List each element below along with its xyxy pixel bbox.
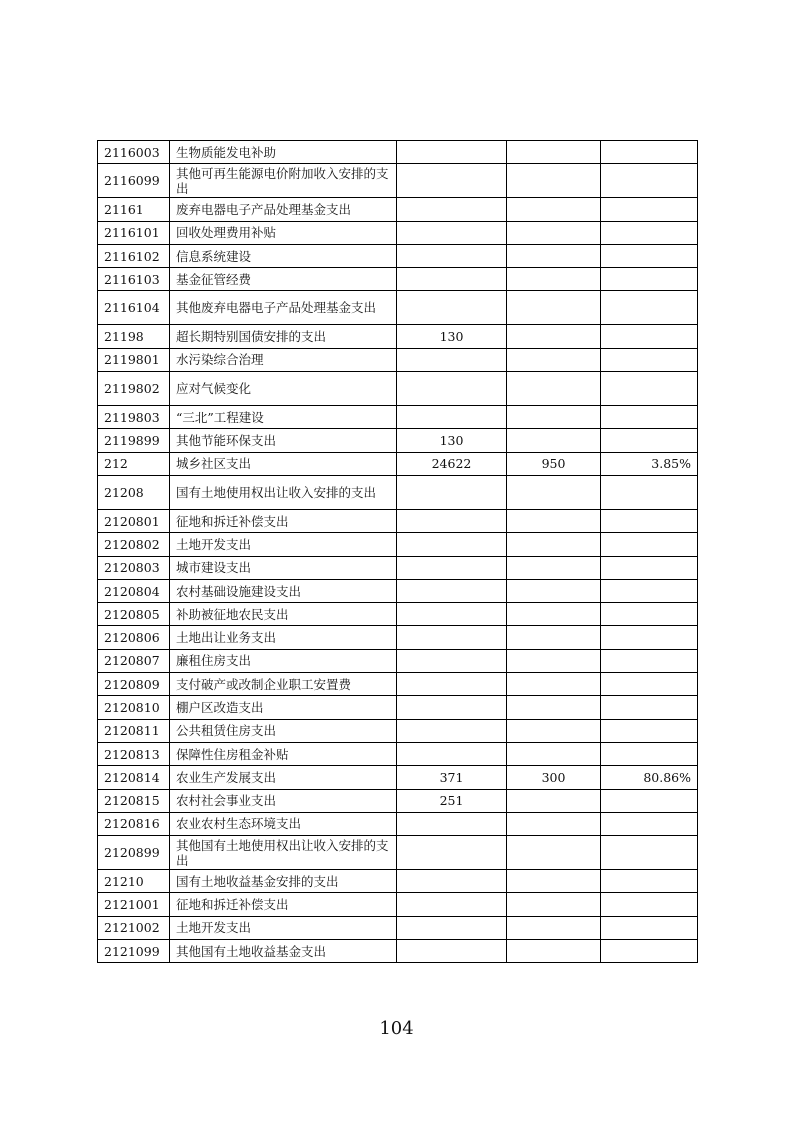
value-a-cell	[397, 649, 507, 672]
table-row	[98, 579, 698, 602]
code-cell: 21198	[98, 325, 170, 348]
table-row	[98, 649, 698, 672]
table-row	[98, 291, 698, 325]
code-cell: 2121001	[98, 893, 170, 916]
name-cell: 征地和拆迁补偿支出	[170, 893, 397, 916]
name-cell: 公共租赁住房支出	[170, 719, 397, 742]
budget-table-body	[98, 141, 698, 963]
value-c-cell	[601, 719, 698, 742]
code-cell: 2116003	[98, 141, 170, 164]
value-b-cell	[507, 429, 601, 452]
table-row	[98, 198, 698, 221]
value-a-cell	[397, 268, 507, 291]
value-a-cell	[397, 673, 507, 696]
value-c-cell	[601, 893, 698, 916]
value-b-cell	[507, 870, 601, 893]
name-cell: 保障性住房租金补贴	[170, 742, 397, 765]
name-cell: 其他节能环保支出	[170, 429, 397, 452]
name-cell: 棚户区改造支出	[170, 696, 397, 719]
table-row	[98, 348, 698, 371]
value-a-cell	[397, 406, 507, 429]
value-a-cell: 251	[397, 789, 507, 812]
value-b-cell	[507, 626, 601, 649]
value-b-cell	[507, 940, 601, 963]
table-row	[98, 812, 698, 835]
value-b-cell	[507, 406, 601, 429]
name-cell: 应对气候变化	[170, 372, 397, 406]
table-row	[98, 533, 698, 556]
name-cell: 其他可再生能源电价附加收入安排的支出	[170, 164, 397, 198]
name-cell: 水污染综合治理	[170, 348, 397, 371]
value-a-cell	[397, 198, 507, 221]
code-cell: 212	[98, 452, 170, 475]
name-cell: 支付破产或改制企业职工安置费	[170, 673, 397, 696]
table-row	[98, 509, 698, 532]
value-b-cell	[507, 141, 601, 164]
name-cell: 生物质能发电补助	[170, 141, 397, 164]
value-a-cell	[397, 893, 507, 916]
value-a-cell	[397, 372, 507, 406]
value-c-cell	[601, 870, 698, 893]
value-a-cell	[397, 696, 507, 719]
value-a-cell	[397, 603, 507, 626]
name-cell: 农业农村生态环境支出	[170, 812, 397, 835]
value-c-cell	[601, 141, 698, 164]
name-cell: 国有土地使用权出让收入安排的支出	[170, 475, 397, 509]
value-b-cell: 950	[507, 452, 601, 475]
table-row	[98, 870, 698, 893]
value-a-cell	[397, 475, 507, 509]
value-c-cell	[601, 940, 698, 963]
name-cell: 农业生产发展支出	[170, 766, 397, 789]
name-cell: 超长期特别国债安排的支出	[170, 325, 397, 348]
value-a-cell	[397, 579, 507, 602]
code-cell: 2120803	[98, 556, 170, 579]
value-c-cell	[601, 812, 698, 835]
name-cell: 农村基础设施建设支出	[170, 579, 397, 602]
value-c-cell	[601, 475, 698, 509]
table-row	[98, 719, 698, 742]
name-cell: 其他国有土地收益基金支出	[170, 940, 397, 963]
code-cell: 2121099	[98, 940, 170, 963]
code-cell: 2120806	[98, 626, 170, 649]
code-cell: 2116099	[98, 164, 170, 198]
value-c-cell	[601, 509, 698, 532]
value-b-cell	[507, 836, 601, 870]
table-row	[98, 742, 698, 765]
value-c-cell	[601, 325, 698, 348]
code-cell: 2116103	[98, 268, 170, 291]
code-cell: 2120815	[98, 789, 170, 812]
value-b-cell	[507, 556, 601, 579]
value-a-cell	[397, 719, 507, 742]
code-cell: 2120810	[98, 696, 170, 719]
name-cell: “三北”工程建设	[170, 406, 397, 429]
table-row	[98, 626, 698, 649]
value-b-cell	[507, 291, 601, 325]
value-b-cell	[507, 893, 601, 916]
table-row	[98, 244, 698, 267]
budget-table	[97, 140, 698, 963]
code-cell: 2116104	[98, 291, 170, 325]
code-cell: 2119801	[98, 348, 170, 371]
value-c-cell: 3.85%	[601, 452, 698, 475]
code-cell: 2120804	[98, 579, 170, 602]
table-row	[98, 766, 698, 789]
value-c-cell	[601, 603, 698, 626]
name-cell: 城乡社区支出	[170, 452, 397, 475]
value-c-cell: 80.86%	[601, 766, 698, 789]
code-cell: 2120805	[98, 603, 170, 626]
name-cell: 土地出让业务支出	[170, 626, 397, 649]
code-cell: 2120811	[98, 719, 170, 742]
value-a-cell	[397, 556, 507, 579]
name-cell: 土地开发支出	[170, 916, 397, 939]
value-c-cell	[601, 372, 698, 406]
value-c-cell	[601, 579, 698, 602]
code-cell: 2120801	[98, 509, 170, 532]
table-row	[98, 221, 698, 244]
value-b-cell	[507, 649, 601, 672]
code-cell: 2120816	[98, 812, 170, 835]
value-b-cell	[507, 696, 601, 719]
value-c-cell	[601, 221, 698, 244]
value-c-cell	[601, 742, 698, 765]
value-b-cell	[507, 244, 601, 267]
value-c-cell	[601, 916, 698, 939]
table-row	[98, 164, 698, 198]
code-cell: 2119803	[98, 406, 170, 429]
name-cell: 补助被征地农民支出	[170, 603, 397, 626]
value-c-cell	[601, 406, 698, 429]
value-a-cell	[397, 291, 507, 325]
code-cell: 2116101	[98, 221, 170, 244]
table-row	[98, 603, 698, 626]
value-b-cell	[507, 475, 601, 509]
value-b-cell	[507, 673, 601, 696]
code-cell: 2120814	[98, 766, 170, 789]
value-a-cell	[397, 940, 507, 963]
table-row	[98, 141, 698, 164]
value-a-cell	[397, 742, 507, 765]
name-cell: 废弃电器电子产品处理基金支出	[170, 198, 397, 221]
value-c-cell	[601, 198, 698, 221]
value-b-cell	[507, 579, 601, 602]
name-cell: 回收处理费用补贴	[170, 221, 397, 244]
name-cell: 土地开发支出	[170, 533, 397, 556]
name-cell: 农村社会事业支出	[170, 789, 397, 812]
value-a-cell	[397, 164, 507, 198]
page-number: 104	[379, 1018, 414, 1039]
value-c-cell	[601, 268, 698, 291]
value-a-cell: 371	[397, 766, 507, 789]
value-a-cell	[397, 626, 507, 649]
value-c-cell	[601, 649, 698, 672]
code-cell: 21161	[98, 198, 170, 221]
value-b-cell	[507, 719, 601, 742]
code-cell: 2119802	[98, 372, 170, 406]
value-b-cell	[507, 603, 601, 626]
code-cell: 2120807	[98, 649, 170, 672]
value-a-cell	[397, 533, 507, 556]
value-c-cell	[601, 673, 698, 696]
value-c-cell	[601, 348, 698, 371]
table-row	[98, 673, 698, 696]
value-c-cell	[601, 626, 698, 649]
code-cell: 21208	[98, 475, 170, 509]
name-cell: 信息系统建设	[170, 244, 397, 267]
value-c-cell	[601, 556, 698, 579]
name-cell: 基金征管经费	[170, 268, 397, 291]
value-b-cell	[507, 198, 601, 221]
table-row	[98, 429, 698, 452]
value-c-cell	[601, 533, 698, 556]
value-b-cell	[507, 372, 601, 406]
value-b-cell	[507, 509, 601, 532]
value-a-cell	[397, 141, 507, 164]
code-cell: 2120802	[98, 533, 170, 556]
value-b-cell	[507, 742, 601, 765]
value-a-cell	[397, 348, 507, 371]
value-b-cell	[507, 325, 601, 348]
code-cell: 2121002	[98, 916, 170, 939]
table-row	[98, 836, 698, 870]
value-b-cell	[507, 789, 601, 812]
value-c-cell	[601, 789, 698, 812]
value-a-cell	[397, 870, 507, 893]
code-cell: 2120813	[98, 742, 170, 765]
table-row	[98, 452, 698, 475]
code-cell: 21210	[98, 870, 170, 893]
value-b-cell	[507, 268, 601, 291]
value-c-cell	[601, 244, 698, 267]
value-b-cell	[507, 812, 601, 835]
name-cell: 征地和拆迁补偿支出	[170, 509, 397, 532]
table-row	[98, 475, 698, 509]
value-c-cell	[601, 291, 698, 325]
value-b-cell	[507, 916, 601, 939]
table-row	[98, 696, 698, 719]
value-b-cell	[507, 348, 601, 371]
table-row	[98, 372, 698, 406]
table-row	[98, 916, 698, 939]
value-a-cell	[397, 916, 507, 939]
value-a-cell	[397, 509, 507, 532]
value-a-cell: 130	[397, 429, 507, 452]
table-row	[98, 789, 698, 812]
value-a-cell	[397, 221, 507, 244]
table-row	[98, 268, 698, 291]
code-cell: 2120809	[98, 673, 170, 696]
value-a-cell	[397, 812, 507, 835]
table-row	[98, 556, 698, 579]
value-c-cell	[601, 696, 698, 719]
name-cell: 廉租住房支出	[170, 649, 397, 672]
value-b-cell: 300	[507, 766, 601, 789]
value-b-cell	[507, 164, 601, 198]
value-c-cell	[601, 836, 698, 870]
name-cell: 国有土地收益基金安排的支出	[170, 870, 397, 893]
name-cell: 其他国有土地使用权出让收入安排的支出	[170, 836, 397, 870]
value-c-cell	[601, 164, 698, 198]
value-a-cell: 24622	[397, 452, 507, 475]
table-row	[98, 940, 698, 963]
table-row	[98, 325, 698, 348]
code-cell: 2119899	[98, 429, 170, 452]
table-row	[98, 406, 698, 429]
code-cell: 2120899	[98, 836, 170, 870]
value-c-cell	[601, 429, 698, 452]
code-cell: 2116102	[98, 244, 170, 267]
table-row	[98, 893, 698, 916]
value-a-cell	[397, 836, 507, 870]
value-a-cell	[397, 244, 507, 267]
value-b-cell	[507, 221, 601, 244]
name-cell: 城市建设支出	[170, 556, 397, 579]
name-cell: 其他废弃电器电子产品处理基金支出	[170, 291, 397, 325]
value-a-cell: 130	[397, 325, 507, 348]
value-b-cell	[507, 533, 601, 556]
